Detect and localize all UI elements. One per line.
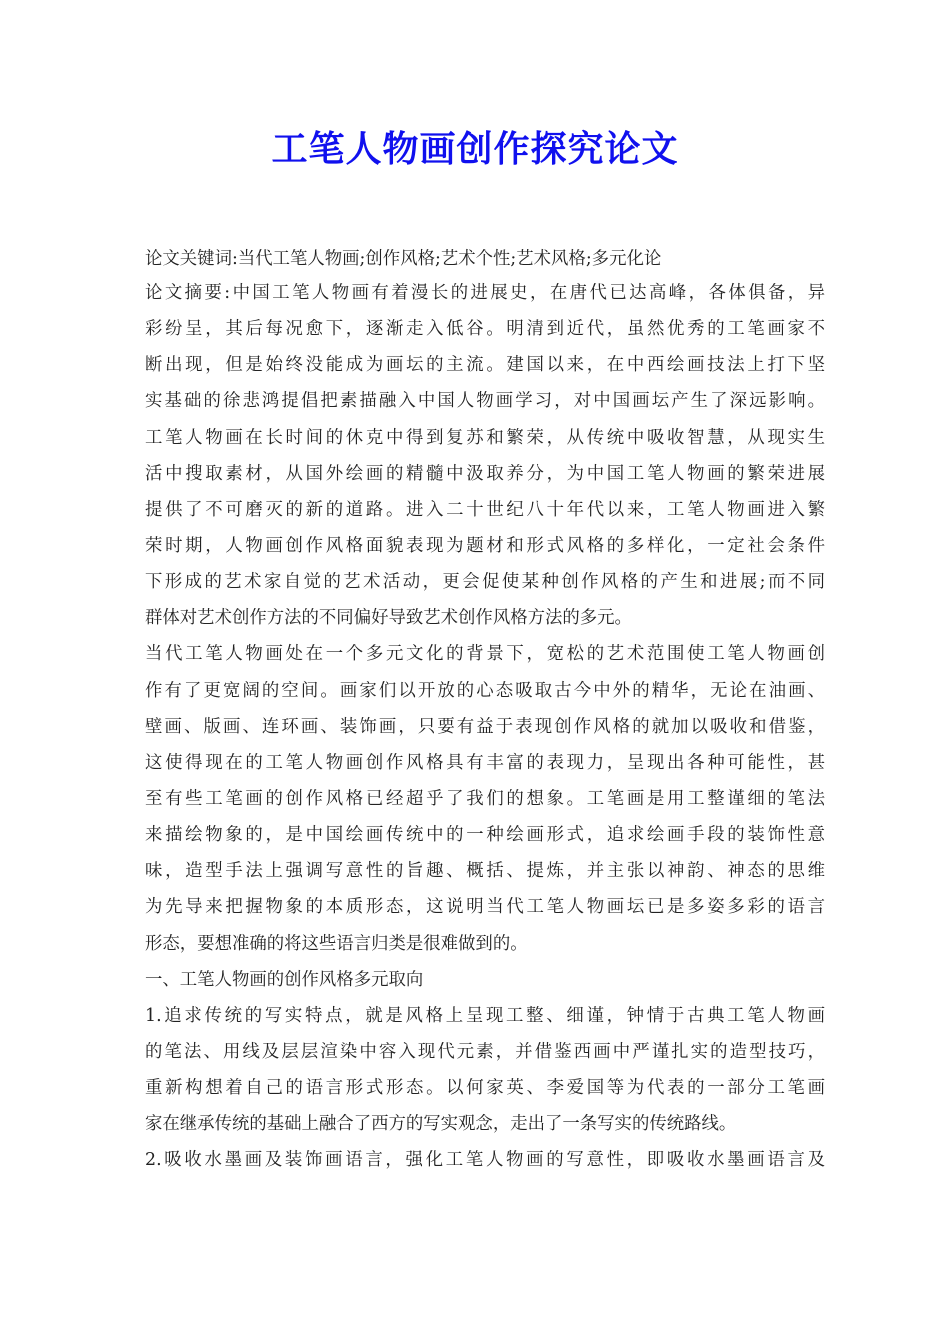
text-line: 这使得现在的工笔人物画创作风格具有丰富的表现力，呈现出各种可能性，甚 xyxy=(145,752,825,773)
text-line: 实基础的徐悲鸿提倡把素描融入中国人物画学习，对中国画坛产生了深远影响。 xyxy=(145,391,825,412)
text-line: 断出现，但是始终没能成为画坛的主流。建国以来，在中西绘画技法上打下坚 xyxy=(145,355,825,376)
text-line: 重新构想着自己的语言形式形态。以何家英、李爱国等为代表的一部分工笔画 xyxy=(145,1078,825,1099)
text-line: 味，造型手法上强调写意性的旨趣、概括、提炼，并主张以神韵、神态的思维 xyxy=(145,861,825,882)
text-line: 至有些工笔画的创作风格已经超乎了我们的想象。工笔画是用工整谨细的笔法 xyxy=(145,788,825,809)
document-body xyxy=(145,243,825,1179)
text-line: 作有了更宽阔的空间。画家们以开放的心态吸取古今中外的精华，无论在油画、 xyxy=(145,680,825,701)
text-line: 的笔法、用线及层层渲染中容入现代元素，并借鉴西画中严谨扎实的造型技巧， xyxy=(145,1041,825,1062)
text-line: 荣时期，人物画创作风格面貌表现为题材和形式风格的多样化，一定社会条件 xyxy=(145,535,825,556)
text-line: 为先导来把握物象的本质形态，这说明当代工笔人物画坛已是多姿多彩的语言 xyxy=(145,897,825,918)
text-line: 工笔人物画在长时间的休克中得到复苏和繁荣，从传统中吸收智慧，从现实生 xyxy=(145,427,825,448)
text-line: 家在继承传统的基础上融合了西方的写实观念，走出了一条写实的传统路线。 xyxy=(145,1114,737,1135)
text-line: 群体对艺术创作方法的不同偏好导致艺术创作风格方法的多元。 xyxy=(145,608,632,629)
text-line: 当代工笔人物画处在一个多元文化的背景下，宽松的艺术范围使工笔人物画创 xyxy=(145,644,825,665)
text-line: 论文摘要:中国工笔人物画有着漫长的进展史，在唐代已达高峰，各体俱备，异 xyxy=(145,283,825,303)
text-line: 壁画、版画、连环画、装饰画，只要有益于表现创作风格的就加以吸收和借鉴， xyxy=(145,716,825,737)
text-line: 1.追求传统的写实特点，就是风格上呈现工整、细谨，钟情于古典工笔人物画 xyxy=(145,1005,825,1026)
text-line: 2.吸收水墨画及装饰画语言，强化工笔人物画的写意性，即吸收水墨画语言及 xyxy=(145,1150,825,1171)
text-line: 下形成的艺术家自觉的艺术活动，更会促使某种创作风格的产生和进展;而不同 xyxy=(145,572,825,593)
document-title: 工笔人物画创作探究论文 xyxy=(271,129,679,170)
text-line: 一、工笔人物画的创作风格多元取向 xyxy=(145,969,424,990)
text-line: 活中搜取素材，从国外绘画的精髓中汲取养分，为中国工笔人物画的繁荣进展 xyxy=(145,463,825,484)
text-line: 彩纷呈，其后每况愈下，逐渐走入低谷。明清到近代，虽然优秀的工笔画家不 xyxy=(145,319,825,340)
text-line: 来描绘物象的，是中国绘画传统中的一种绘画形式，追求绘画手段的装饰性意 xyxy=(145,825,825,846)
text-line: 形态，要想准确的将这些语言归类是很难做到的。 xyxy=(145,933,528,954)
text-line: 论文关键词:当代工笔人物画;创作风格;艺术个性;艺术风格;多元化论 xyxy=(145,249,662,269)
text-line: 提供了不可磨灭的新的道路。进入二十世纪八十年代以来，工笔人物画进入繁 xyxy=(145,499,825,520)
